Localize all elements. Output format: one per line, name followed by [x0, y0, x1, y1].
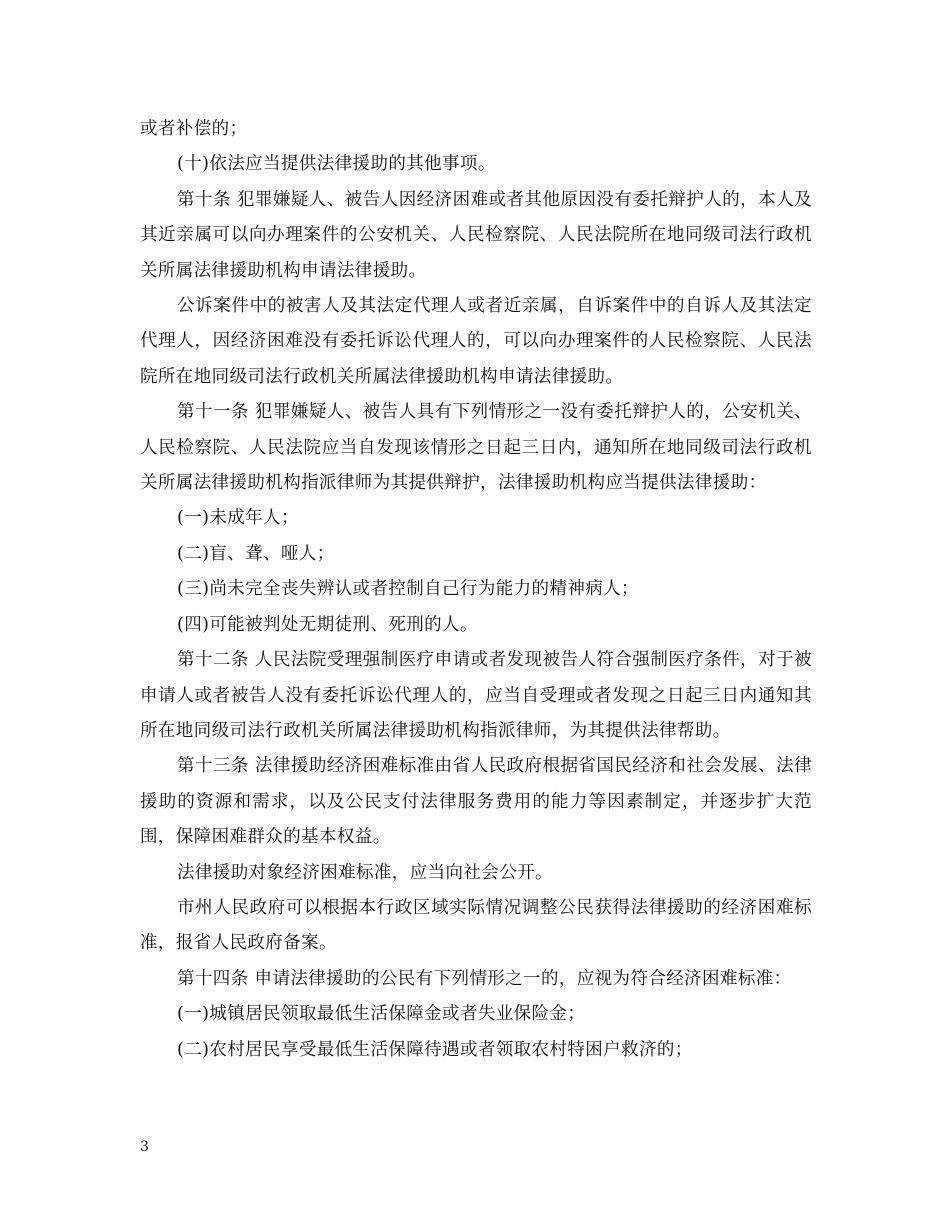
paragraph-article-14: 第十四条 申请法律援助的公民有下列情形之一的，应视为符合经济困难标准： — [177, 968, 792, 989]
paragraph-item-10: (十)依法应当提供法律援助的其他事项。 — [177, 154, 496, 175]
paragraph-article-11: 第十一条 犯罪嫌疑人、被告人具有下列情形之一没有委托辩护人的，公安机关、人民检察院、人民法院应当自发现该情形之日起三日内，通知所在地同级司法行政机关所属法律援助机构指派律师为其提供辩护，法律援助机构应当提供法律援助： — [140, 402, 812, 494]
paragraph-article-10: 第十条 犯罪嫌疑人、被告人因经济困难或者其他原因没有委托辩护人的，本人及其近亲属可以向办理案件的公安机关、人民检察院、人民法院所在地同级司法行政机关所属法律援助机构申请法律援助。 — [140, 189, 812, 281]
paragraph-article-11-item-3: (三)尚未完全丧失辨认或者控制自己行为能力的精神病人； — [177, 579, 639, 600]
paragraph-article-10-public-prosecution: 公诉案件中的被害人及其法定代理人或者近亲属，自诉案件中的自诉人及其法定代理人，因经济困难没有委托诉讼代理人的，可以向办理案件的人民检察院、人民法院所在地同级司法行政机关所属法律援助机构申请法律援助。 — [140, 296, 812, 387]
paragraph-article-11-item-2: (二)盲、聋、哑人； — [177, 543, 335, 564]
paragraph-article-13: 第十三条 法律援助经济困难标准由省人民政府根据省国民经济和社会发展、法律援助的资源和需求，以及公民支付法律服务费用的能力等因素制定，并逐步扩大范围，保障困难群众的基本权益。 — [140, 756, 812, 848]
document-body — [140, 112, 812, 1068]
paragraph-article-14-item-1: (一)城镇居民领取最低生活保障金或者失业保险金； — [177, 1004, 586, 1025]
paragraph-article-11-item-4: (四)可能被判处无期徒刑、死刑的人。 — [177, 614, 478, 635]
paragraph-article-13-disclosure: 法律援助对象经济困难标准，应当向社会公开。 — [177, 862, 553, 883]
paragraph-article-14-item-2: (二)农村居民享受最低生活保障待遇或者领取农村特困户救济的； — [177, 1039, 693, 1060]
paragraph-article-13-adjustment: 市州人民政府可以根据本行政区域实际情况调整公民获得法律援助的经济困难标准，报省人民政府备案。 — [140, 897, 812, 954]
paragraph-article-11-item-1: (一)未成年人； — [177, 508, 299, 529]
page-number: 3 — [140, 1139, 149, 1155]
paragraph-continuation: 或者补偿的； — [140, 119, 248, 139]
paragraph-article-12: 第十二条 人民法院受理强制医疗申请或者发现被告人符合强制医疗条件，对于被申请人或者被告人没有委托诉讼代理人的，应当自受理或者发现之日起三日内通知其所在地同级司法行政机关所属法律援助机构指派律师，为其提供法律帮助。 — [140, 650, 812, 741]
